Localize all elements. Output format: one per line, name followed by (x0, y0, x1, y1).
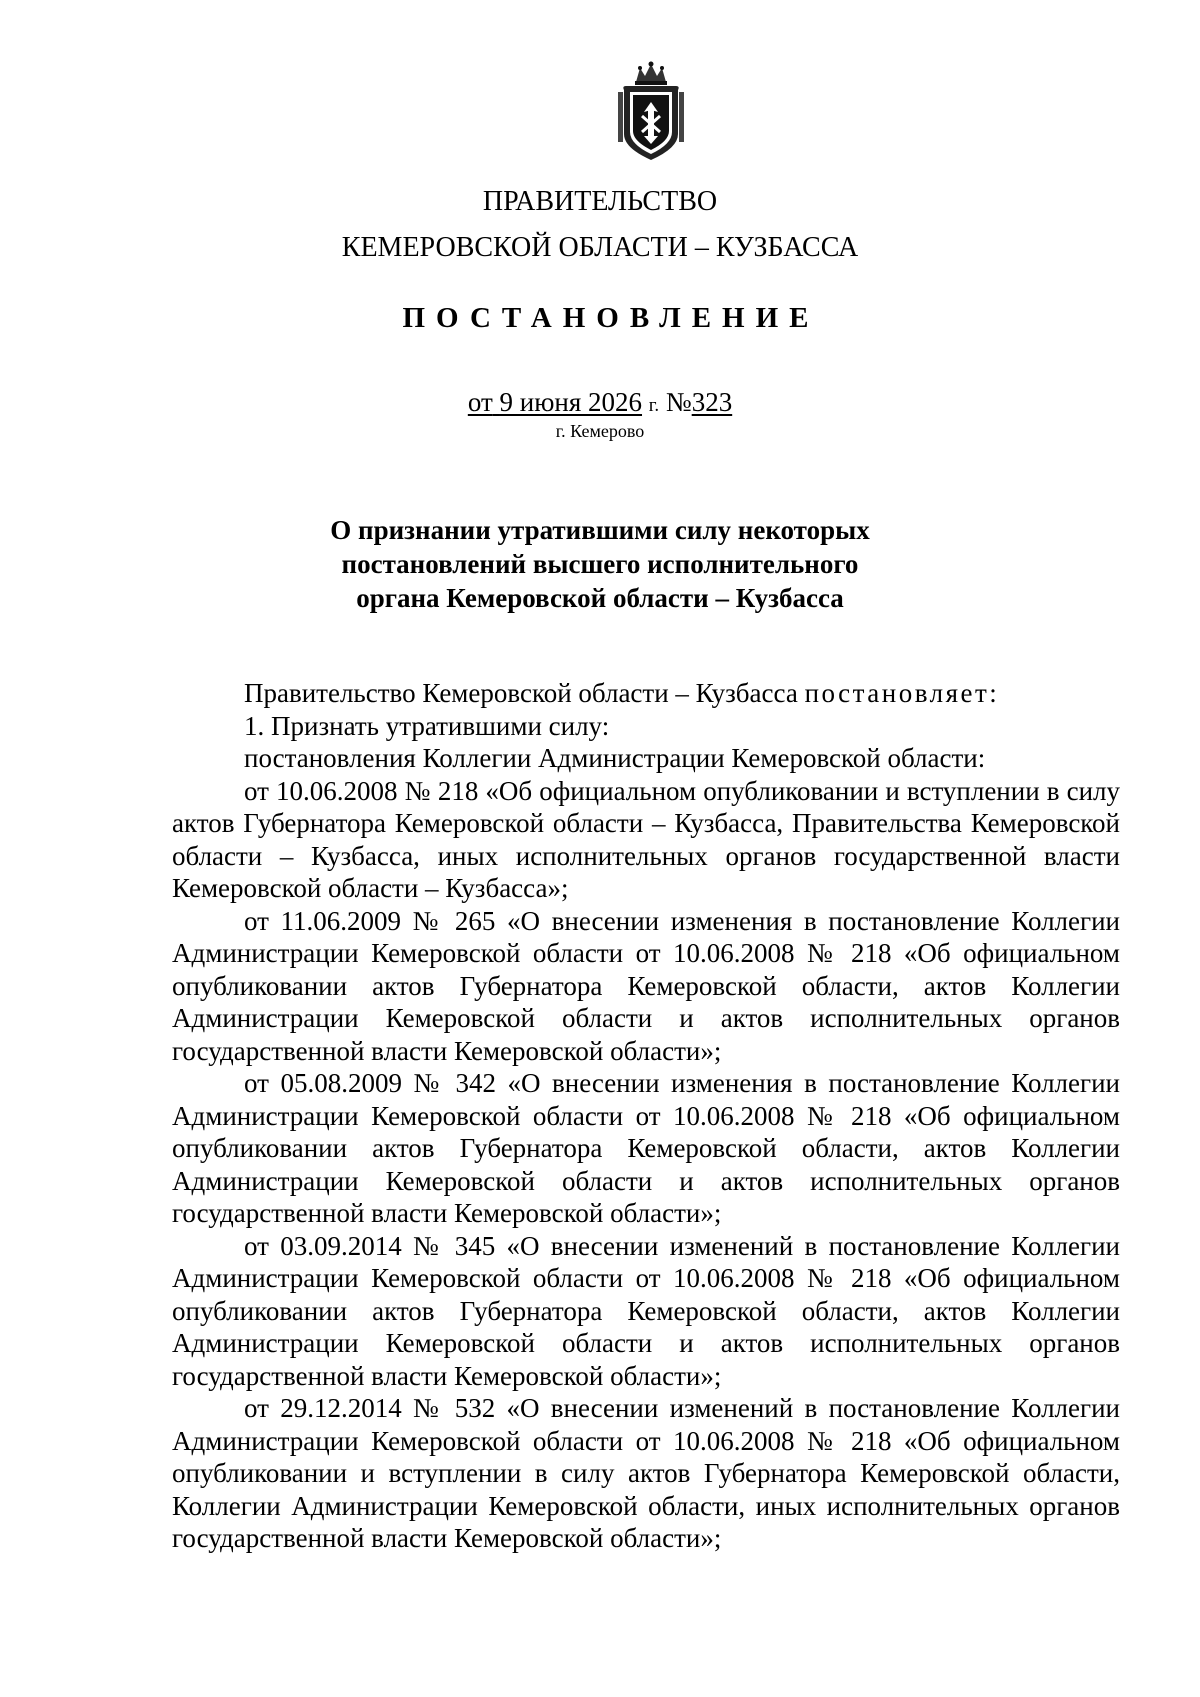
coat-of-arms-emblem (614, 60, 688, 164)
document-number: 323 (691, 387, 733, 417)
item-1-heading: 1. Признать утратившими силу: (244, 710, 610, 741)
resolution-entry: от 03.09.2014 № 345 «О внесении изменений в постановление Коллегии Администрации Кемеровской области от 10.06.2008 № 218 «Об официальном опубликовании актов Губернатора Кемеровской области, актов Коллегии Администрации Кемеровской области и актов исполнительных органов государственной власти Кемеровской области»; (172, 1230, 1120, 1391)
org-name-line1: ПРАВИТЕЛЬСТВО (482, 186, 718, 217)
document-body (172, 677, 1120, 1555)
subject-line3: органа Кемеровской области – Кузбасса (356, 583, 844, 613)
year-suffix: г. (648, 395, 660, 416)
subject-line2: постановлений высшего исполнительного (341, 549, 859, 579)
group-intro: постановления Коллегии Администрации Кемеровской области: (244, 743, 986, 773)
date-prefix: от (467, 387, 493, 417)
resolution-entry: от 29.12.2014 № 532 «О внесении изменений в постановление Коллегии Администрации Кемеровской области от 10.06.2008 № 218 «Об официальном опубликовании и вступлении в силу актов Губернатора Кемеровской области, Коллегии Администрации Кемеровской области, иных исполнительных органов государственной власти Кемеровской области»; (172, 1393, 1120, 1553)
date-number-line (0, 387, 1200, 418)
city-line: г. Кемерово (555, 421, 645, 441)
number-sign: № (665, 387, 692, 417)
document-type-title: ПОСТАНОВЛЕНИЕ (402, 302, 820, 334)
org-name-line2: КЕМЕРОВСКОЙ ОБЛАСТИ – КУЗБАССА (341, 232, 859, 263)
preamble-text: Правительство Кемеровской области – Кузбасса (244, 678, 798, 708)
subject-line1: О признании утратившими силу некоторых (330, 515, 870, 545)
resolution-entry: от 11.06.2009 № 265 «О внесении изменения в постановление Коллегии Администрации Кемеровской области от 10.06.2008 № 218 «Об официальном опубликовании актов Губернатора Кемеровской области, актов Коллегии Администрации Кемеровской области и актов исполнительных органов государственной власти Кемеровской области»; (172, 905, 1120, 1066)
resolution-entry: от 10.06.2008 № 218 «Об официальном опубликовании и вступлении в силу актов Губернатора Кемеровской области – Кузбасса, Правительства Кемеровской области – Кузбасса, иных исполнительных органов государственной власти Кемеровской области – Кузбасса»; (172, 775, 1120, 903)
preamble-verb: постановляет: (804, 678, 1000, 708)
resolution-entry: от 05.08.2009 № 342 «О внесении изменения в постановление Коллегии Администрации Кемеровской области от 10.06.2008 № 218 «Об официальном опубликовании актов Губернатора Кемеровской области, актов Коллегии Администрации Кемеровской области и актов исполнительных органов государственной власти Кемеровской области»; (172, 1068, 1120, 1228)
document-date: 9 июня 2026 (499, 387, 643, 417)
preamble-paragraph (172, 677, 1120, 710)
document-subject (0, 513, 1200, 615)
